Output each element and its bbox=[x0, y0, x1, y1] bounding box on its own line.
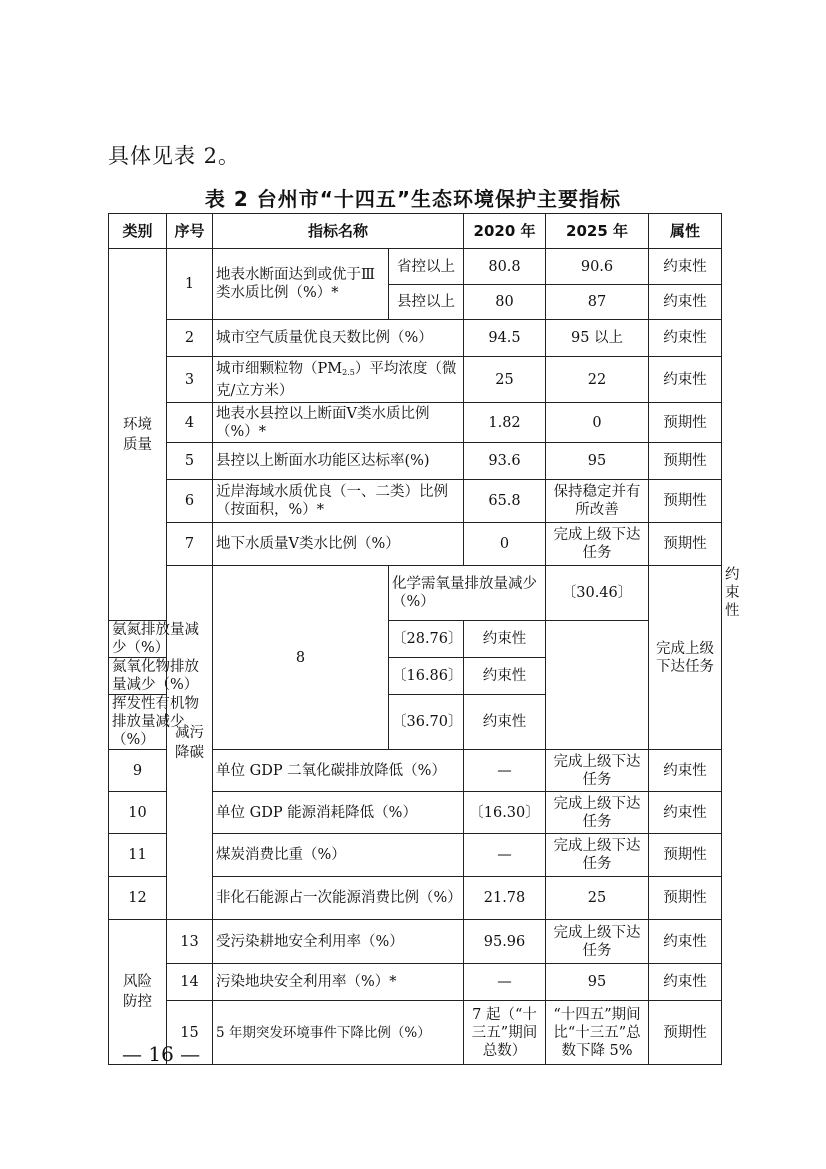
value-2020: 1.82 bbox=[464, 403, 546, 443]
attribute: 约束性 bbox=[649, 357, 722, 403]
table-row bbox=[109, 621, 722, 658]
row-no: 7 bbox=[167, 523, 213, 566]
table-row bbox=[109, 964, 722, 1001]
row-no: 4 bbox=[167, 403, 213, 443]
attribute: 约束性 bbox=[649, 285, 722, 320]
table-caption: 表 2 台州市“十四五”生态环境保护主要指标 bbox=[204, 187, 622, 211]
attribute: 约束性 bbox=[649, 320, 722, 357]
row-no: 6 bbox=[167, 480, 213, 523]
indicator-name bbox=[213, 357, 464, 403]
row-no: 12 bbox=[109, 877, 167, 920]
attribute: 约束性 bbox=[649, 920, 722, 964]
attribute: 约束性 bbox=[649, 750, 722, 792]
name-part: ）平均浓度（微克/立方米） bbox=[216, 360, 457, 399]
table-row bbox=[109, 920, 722, 964]
value-2025: 完成上级下达任务 bbox=[546, 750, 649, 792]
indicator-name: 5 年期突发环境事件下降比例（%） bbox=[213, 1001, 464, 1065]
indicator-name: 地表水县控以上断面Ⅴ类水质比例（%）* bbox=[213, 403, 464, 443]
value-2020: 80 bbox=[464, 285, 546, 320]
row-no: 13 bbox=[167, 920, 213, 964]
table-row bbox=[109, 403, 722, 443]
sub-label: 省控以上 bbox=[389, 249, 464, 285]
value-2025: 87 bbox=[546, 285, 649, 320]
indicator-name: 污染地块安全利用率（%）* bbox=[213, 964, 464, 1001]
indicator-name: 城市空气质量优良天数比例（%） bbox=[213, 320, 464, 357]
row-no: 11 bbox=[109, 834, 167, 877]
value-2020: 94.5 bbox=[464, 320, 546, 357]
value-2020: 80.8 bbox=[464, 249, 546, 285]
table-row bbox=[109, 320, 722, 357]
row-no: 3 bbox=[167, 357, 213, 403]
indicator-name: 化学需氧量排放量减少（%） bbox=[389, 566, 546, 621]
category-label: 减污降碳 bbox=[175, 724, 204, 761]
attribute: 预期性 bbox=[649, 523, 722, 566]
value-2020: 21.78 bbox=[464, 877, 546, 920]
row-no: 2 bbox=[167, 320, 213, 357]
value-2020: 0 bbox=[464, 523, 546, 566]
value-2025: 保持稳定并有所改善 bbox=[546, 480, 649, 523]
table-header-row bbox=[109, 214, 722, 249]
value-2025: 95 以上 bbox=[546, 320, 649, 357]
value-2020: 〔16.30〕 bbox=[464, 792, 546, 834]
indicator-table bbox=[108, 213, 740, 1065]
value-2025: 0 bbox=[546, 403, 649, 443]
value-2025: 25 bbox=[546, 877, 649, 920]
indicator-name: 单位 GDP 二氧化碳排放降低（%） bbox=[213, 750, 464, 792]
name-part: 城市细颗粒物（PM bbox=[216, 360, 343, 377]
value-2025: 22 bbox=[546, 357, 649, 403]
value-2020: 〔28.76〕 bbox=[389, 621, 464, 658]
value-2025: 完成上级下达任务 bbox=[546, 792, 649, 834]
value-2020: 〔36.70〕 bbox=[389, 695, 464, 750]
sub-label: 县控以上 bbox=[389, 285, 464, 320]
indicator-name: 近岸海域水质优良（一、二类）比例（按面积，%）* bbox=[213, 480, 464, 523]
header-category: 类别 bbox=[109, 214, 167, 249]
value-2020: 25 bbox=[464, 357, 546, 403]
attribute: 约束性 bbox=[649, 249, 722, 285]
name-subscript: 2.5 bbox=[342, 367, 355, 377]
row-no: 15 bbox=[167, 1001, 213, 1065]
attribute: 预期性 bbox=[649, 480, 722, 523]
value-2020: 93.6 bbox=[464, 443, 546, 480]
table-row bbox=[109, 523, 722, 566]
row-no: 14 bbox=[167, 964, 213, 1001]
indicator-name: 受污染耕地安全利用率（%） bbox=[213, 920, 464, 964]
value-2025: 完成上级下达任务 bbox=[546, 523, 649, 566]
table-row bbox=[109, 658, 722, 695]
value-2020: — bbox=[464, 750, 546, 792]
value-2020: 〔30.46〕 bbox=[546, 566, 649, 621]
value-2025: 完成上级下达任务 bbox=[546, 920, 649, 964]
attribute: 约束性 bbox=[649, 964, 722, 1001]
value-2020: 7 起（“十三五”期间总数） bbox=[464, 1001, 546, 1065]
row-no: 9 bbox=[109, 750, 167, 792]
row-no: 1 bbox=[167, 249, 213, 320]
value-2025: 完成上级下达任务 bbox=[649, 566, 722, 750]
indicator-name: 地下水质量Ⅴ类水比例（%） bbox=[213, 523, 464, 566]
header-name: 指标名称 bbox=[213, 214, 464, 249]
value-2020: — bbox=[464, 964, 546, 1001]
indicator-name: 煤炭消费比重（%） bbox=[213, 834, 464, 877]
attribute: 约束性 bbox=[464, 621, 546, 658]
indicator-name: 挥发性有机物排放量减少（%） bbox=[109, 695, 213, 750]
header-2025: 2025 年 bbox=[546, 214, 649, 249]
attribute: 预期性 bbox=[649, 443, 722, 480]
intro-text: 具体见表 2。 bbox=[108, 144, 241, 168]
indicator-name: 氮氧化物排放量减少（%） bbox=[109, 658, 213, 695]
value-2025: 95 bbox=[546, 964, 649, 1001]
header-no: 序号 bbox=[167, 214, 213, 249]
attribute: 预期性 bbox=[649, 877, 722, 920]
table-row bbox=[109, 249, 722, 285]
header-2020: 2020 年 bbox=[464, 214, 546, 249]
attribute: 预期性 bbox=[649, 834, 722, 877]
table-row bbox=[109, 357, 722, 403]
indicator-name: 地表水断面达到或优于Ⅲ类水质比例（%）* bbox=[213, 249, 389, 320]
table-row bbox=[109, 480, 722, 523]
indicator-name: 氨氮排放量减少（%） bbox=[109, 621, 213, 658]
category-label: 环境质量 bbox=[123, 416, 152, 453]
indicator-name: 非化石能源占一次能源消费比例（%） bbox=[213, 877, 464, 920]
attribute: 约束性 bbox=[464, 658, 546, 695]
header-attr: 属性 bbox=[649, 214, 722, 249]
table-row bbox=[109, 443, 722, 480]
value-2025: 完成上级下达任务 bbox=[546, 834, 649, 877]
category-cell bbox=[109, 249, 167, 621]
value-2025: 95 bbox=[546, 443, 649, 480]
value-2020: 65.8 bbox=[464, 480, 546, 523]
table-row bbox=[109, 1001, 722, 1065]
value-2020: — bbox=[464, 834, 546, 877]
table-row: 减污降碳 8 化学需氧量排放量减少（%） 〔30.46〕 完成上级下达任务 约束性 bbox=[109, 566, 722, 621]
attribute: 约束性 bbox=[464, 695, 546, 750]
row-no: 8 bbox=[213, 566, 389, 750]
attribute: 约束性 bbox=[649, 792, 722, 834]
value-2025: “十四五”期间比“十三五”总数下降 5% bbox=[546, 1001, 649, 1065]
value-2020: 〔16.86〕 bbox=[389, 658, 464, 695]
row-no: 10 bbox=[109, 792, 167, 834]
value-2020: 95.96 bbox=[464, 920, 546, 964]
attribute: 预期性 bbox=[649, 403, 722, 443]
category-label: 风险防控 bbox=[123, 974, 152, 1010]
attribute: 预期性 bbox=[649, 1001, 722, 1065]
page-number: — 16 — bbox=[122, 1042, 201, 1066]
indicator-name: 县控以上断面水功能区达标率(%) bbox=[213, 443, 464, 480]
indicator-name: 单位 GDP 能源消耗降低（%） bbox=[213, 792, 464, 834]
row-no: 5 bbox=[167, 443, 213, 480]
value-2025: 90.6 bbox=[546, 249, 649, 285]
